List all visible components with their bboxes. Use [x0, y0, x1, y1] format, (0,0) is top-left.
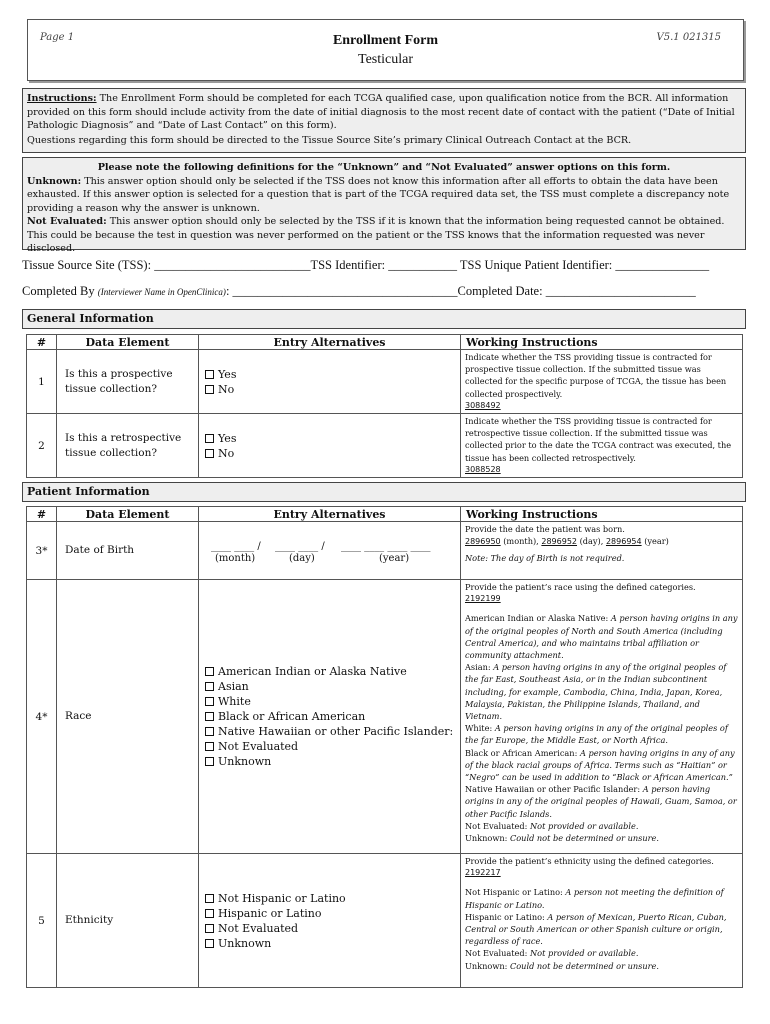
option-label: Asian [218, 680, 249, 693]
checkbox-icon[interactable] [205, 434, 214, 443]
ethnicity-def [465, 947, 738, 959]
form-title: Enrollment Form [332, 33, 439, 48]
instructions-box [22, 88, 746, 153]
completed-by-label: Completed By [22, 284, 98, 298]
option-unknown[interactable] [205, 754, 460, 769]
def-term: American Indian or Alaska Native: [465, 613, 611, 624]
entry-alternatives [199, 414, 461, 478]
working-instructions [461, 522, 743, 580]
instructions-text: The Enrollment Form should be completed for each TCGA qualified case, upon qualification notice from the BCR. All information provided on this form should include activity from the date of initial diagnosis to the most recent date of contact with the patient (“Date of Initial Pathologic Diagnosis” and “Date of Last Contact” on this form). [27, 93, 735, 131]
patient-info-table [26, 506, 743, 988]
option-asian[interactable] [205, 679, 460, 694]
instruction-text: Provide the patient’s ethnicity using the defined categories. [465, 856, 714, 866]
option-label: Hispanic or Latino [218, 906, 322, 920]
checkbox-icon[interactable] [205, 924, 214, 933]
option-label: Unknown [218, 936, 272, 950]
entry-alternatives [199, 854, 461, 988]
row-number: 2 [27, 414, 57, 478]
ethnicity-def [465, 960, 738, 972]
completed-date-line: : ____________________________________Completed Date: ________________________ [225, 284, 696, 298]
option-yes[interactable] [205, 431, 460, 446]
def-text: A person of Mexican, Puerto Rican, Cuban, Central or South American or other Spanish culture or origin, regardless of race. [465, 911, 727, 947]
col-instructions: Working Instructions [461, 507, 743, 522]
instructions-contact: Questions regarding this form should be directed to the Tissue Source Site’s primary Clinical Outreach Contact at the BCR. [27, 134, 632, 146]
not-evaluated-label: Not Evaluated: [27, 216, 107, 227]
cde-codes [465, 535, 738, 548]
checkbox-icon[interactable] [205, 757, 214, 766]
option-not-hispanic[interactable] [205, 891, 460, 906]
page-number: Page 1 [40, 32, 75, 43]
option-label: Unknown [218, 755, 272, 768]
def-text: Not provided or available. [529, 820, 639, 831]
data-element: Ethnicity [57, 854, 199, 988]
option-label: Native Hawaiian or other Pacific Islander: [218, 725, 454, 738]
year-blank[interactable]: ____ ____ ____ ____ [341, 540, 431, 552]
day-blank[interactable]: ____ ____ / [275, 540, 325, 552]
not-evaluated-text: This answer option should only be selected by the TSS if it is known that the information being requested cannot be obtained. This could be because the test in question was never performed on the patient or the TSS knows that the information requested was never disclosed. [27, 216, 725, 254]
def-term: White: [465, 723, 495, 734]
instruction-text: Provide the patient’s race using the defined categories. [465, 582, 696, 592]
cde-link[interactable]: 2192217 [465, 868, 501, 878]
option-pacific-islander[interactable] [205, 724, 460, 739]
def-text: A person having origins in any of the original peoples of the far Europe, the Middle East, or North Africa. [465, 723, 728, 746]
data-element: Date of Birth [57, 522, 199, 580]
option-white[interactable] [205, 694, 460, 709]
dob-note: Note: The day of Birth is not required. [465, 553, 625, 564]
checkbox-icon[interactable] [205, 894, 214, 903]
option-label: American Indian or Alaska Native [218, 665, 407, 678]
ethnicity-def [465, 886, 738, 910]
working-instructions [461, 854, 743, 988]
checkbox-icon[interactable] [205, 449, 214, 458]
checkbox-icon[interactable] [205, 385, 214, 394]
interviewer-note: (Interviewer Name in OpenClinica) [97, 287, 226, 297]
entry-alternatives [199, 350, 461, 414]
cde-label: (year) [641, 536, 669, 547]
option-label: Not Hispanic or Latino [218, 891, 346, 905]
option-american-indian[interactable] [205, 664, 460, 679]
entry-alternatives [199, 580, 461, 854]
def-text: A person having origins in any of the original peoples of Hawaii, Guam, Samoa, or other Pacific Islands. [465, 784, 737, 819]
table-row [27, 522, 743, 580]
cde-link[interactable]: 2896954 [605, 537, 642, 547]
option-no[interactable] [205, 382, 460, 397]
def-term: Not Evaluated: [465, 820, 530, 831]
def-text: A person not meeting the definition of Hispanic or Latino. [465, 887, 724, 910]
checkbox-icon[interactable] [205, 712, 214, 721]
def-text: A person having origins in any of any of the black racial groups of Africa. Terms such as “Haitian” or “Negro” can be used in addition to “Black or African American.” [465, 747, 735, 783]
definitions-box [22, 157, 746, 254]
row-number: 4* [27, 580, 57, 854]
unknown-label: Unknown: [27, 175, 82, 187]
option-label: No [218, 382, 235, 396]
working-instructions [461, 350, 743, 414]
option-label: Yes [218, 367, 237, 381]
dob-entry [199, 522, 461, 580]
ethnicity-def [465, 911, 738, 948]
completed-by-line [22, 284, 696, 299]
race-def [465, 832, 738, 844]
patient-info-header: Patient Information [22, 482, 746, 502]
def-term: Asian: [465, 662, 494, 673]
col-alternatives: Entry Alternatives [199, 335, 461, 350]
data-element: Is this a prospective tissue collection? [57, 350, 199, 414]
cde-link[interactable]: 2896950 [465, 537, 501, 547]
col-num: # [27, 335, 57, 350]
option-not-evaluated[interactable] [205, 739, 460, 754]
checkbox-icon[interactable] [205, 939, 214, 948]
def-term: Not Evaluated: [465, 948, 530, 959]
unknown-text: This answer option should only be selected if the TSS does not know this information after all efforts to obtain the data have been exhausted. If this answer option is selected for a question that is part of the TCGA required data set, the TSS must complete a discrepancy note providing a reason why the answer is unknown. [27, 175, 730, 214]
def-text: Not provided or available. [529, 948, 639, 959]
table-row [27, 350, 743, 414]
def-text: A person having origins in any of the original peoples of North and South America (including Central America), and who maintains tribal affiliation or community attachment. [465, 613, 738, 661]
working-instructions [461, 414, 743, 478]
race-def [465, 783, 738, 820]
def-term: Hispanic or Latino: [465, 911, 548, 922]
month-label: (month) [215, 552, 256, 564]
month-blank[interactable]: ____ ____ / [211, 540, 261, 552]
instruction-text: Indicate whether the TSS providing tissue is contracted for prospective tissue collection. If the submitted tissue was collected for the specific purpose of TCGA, the tissue has been collected prospectively. [465, 352, 727, 399]
cde-link[interactable]: 2896952 [541, 537, 578, 547]
form-subtitle: Testicular [358, 52, 413, 67]
option-not-evaluated[interactable] [205, 921, 460, 936]
col-element: Data Element [57, 335, 199, 350]
def-term: Unknown: [465, 833, 510, 844]
instruction-text: Indicate whether the TSS providing tissue is contracted for retrospective tissue collection. If the submitted tissue was collected prior to the date the TCGA contract was executed, the tissue has been collected retrospectively. [465, 416, 732, 463]
def-term: Black or African American: [465, 747, 580, 758]
form-header [27, 19, 744, 81]
table-row [27, 854, 743, 988]
def-text: A person having origins in any of the original peoples of the far East, Southeast Asia, or in the Indian subcontinent including, for example, Cambodia, China, India, Japan, Korea, Malaysia, Pakistan, the Philippine Islands, Thailand, and Vietnam. [465, 662, 727, 722]
cde-label: (day), [577, 536, 606, 547]
option-yes[interactable] [205, 367, 460, 382]
data-element: Is this a retrospective tissue collection? [57, 414, 199, 478]
option-label: Black or African American [218, 710, 366, 723]
option-label: Yes [218, 431, 237, 445]
option-label: No [218, 446, 235, 460]
col-alternatives: Entry Alternatives [199, 507, 461, 522]
table-header-row [27, 507, 743, 522]
cde-link[interactable]: 3088528 [465, 464, 501, 474]
cde-label: (month), [500, 536, 542, 547]
option-no[interactable] [205, 446, 460, 461]
race-def [465, 722, 738, 746]
row-number: 5 [27, 854, 57, 988]
tss-line: Tissue Source Site (TSS): _________________________TSS Identifier: ___________ TSS Unique Patient Identifier: _______________ [22, 258, 710, 272]
working-instructions [461, 580, 743, 854]
definitions-heading: Please note the following definitions for the “Unknown” and “Not Evaluated” answer options on this form. [97, 162, 671, 173]
option-label: White [218, 695, 251, 708]
option-black[interactable] [205, 709, 460, 724]
row-number: 3* [27, 522, 57, 580]
race-def [465, 747, 738, 784]
checkbox-icon[interactable] [205, 370, 214, 379]
instruction-text: Provide the date the patient was born. [465, 524, 625, 534]
option-unknown[interactable] [205, 936, 460, 951]
data-element: Race [57, 580, 199, 854]
table-row [27, 414, 743, 478]
def-text: Could not be determined or unsure. [509, 960, 660, 971]
version-label: V5.1 021315 [656, 32, 721, 43]
def-term: Unknown: [465, 960, 510, 971]
col-instructions: Working Instructions [461, 335, 743, 350]
def-text: Could not be determined or unsure. [509, 833, 660, 844]
checkbox-icon[interactable] [205, 742, 214, 751]
checkbox-icon[interactable] [205, 909, 214, 918]
table-row [27, 580, 743, 854]
instructions-label: Instructions: [27, 93, 97, 104]
checkbox-icon[interactable] [205, 667, 214, 676]
col-element: Data Element [57, 507, 199, 522]
option-label: Not Evaluated [218, 921, 299, 935]
race-def [465, 612, 738, 661]
general-info-header: General Information [22, 309, 746, 329]
option-hispanic[interactable] [205, 906, 460, 921]
table-header-row [27, 335, 743, 350]
year-label: (year) [379, 552, 410, 564]
row-number: 1 [27, 350, 57, 414]
checkbox-icon[interactable] [205, 682, 214, 691]
def-term: Native Hawaiian or other Pacific Islander: [465, 784, 643, 795]
checkbox-icon[interactable] [205, 727, 214, 736]
cde-link[interactable]: 2192199 [465, 594, 501, 604]
col-num: # [27, 507, 57, 522]
general-info-table [26, 334, 743, 478]
race-def [465, 661, 738, 722]
cde-link[interactable]: 3088492 [465, 400, 501, 410]
race-def [465, 820, 738, 832]
def-term: Not Hispanic or Latino: [465, 887, 566, 898]
day-label: (day) [289, 552, 315, 564]
option-label: Not Evaluated [218, 740, 299, 753]
checkbox-icon[interactable] [205, 697, 214, 706]
